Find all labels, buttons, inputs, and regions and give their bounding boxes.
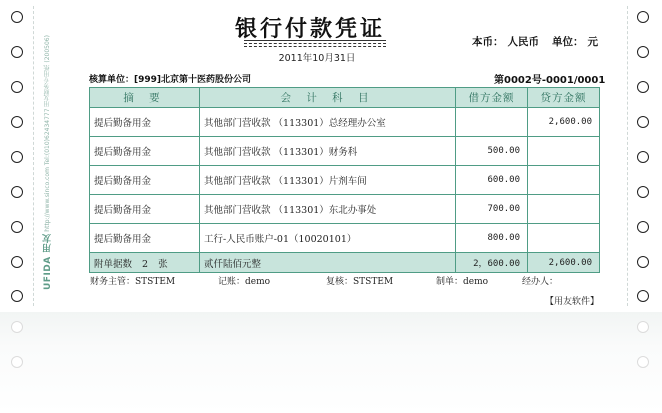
- punch-hole: [11, 11, 23, 23]
- row-account: 其他部门营收款 （113301）片剂车间: [200, 166, 456, 195]
- header-summary: 摘 要: [90, 88, 200, 108]
- left-tractor-holes: [0, 0, 34, 312]
- punch-hole: [11, 221, 23, 233]
- row-debit: 600.00: [456, 166, 528, 195]
- accounting-unit: [89, 72, 251, 85]
- table-row: [90, 166, 600, 195]
- reflected-hole: [637, 356, 649, 368]
- unit: [552, 34, 602, 49]
- attachments-count: 2: [142, 258, 149, 270]
- row-summary: 提后勤备用金: [90, 108, 200, 137]
- total-debit: 2，600.00: [456, 253, 528, 273]
- voucher-date: 2011年10月31日: [278, 53, 356, 64]
- row-account: 其他部门营收款 （113301）财务科: [200, 137, 456, 166]
- sig-bookkeeper: 记账：demo: [218, 277, 271, 287]
- table-row: [90, 195, 600, 224]
- row-summary: 提后勤备用金: [90, 137, 200, 166]
- currency-value: 人民币: [507, 36, 539, 48]
- footer-brand: 【用友软件】: [545, 297, 600, 307]
- punch-hole: [637, 46, 649, 58]
- attachments-label: 附单据数: [94, 258, 133, 270]
- row-credit: [528, 137, 600, 166]
- header-account: 会 计 科 目: [200, 88, 456, 108]
- perforation-line: [627, 6, 628, 306]
- row-debit: 700.00: [456, 195, 528, 224]
- currency: [472, 34, 543, 49]
- row-credit: 2,600.00: [528, 108, 600, 137]
- row-account: 工行-人民币账户-01（10020101）: [200, 224, 456, 253]
- punch-hole: [637, 256, 649, 268]
- sig-supervisor: 财务主管：STSTEM: [90, 277, 176, 287]
- punch-hole: [637, 81, 649, 93]
- vendor-info: http://www.sinco.com Tel:(010)62434777 用友财务专用纸 (200506): [44, 35, 51, 232]
- org-label: 核算单位：: [89, 75, 135, 85]
- table-row: [90, 108, 600, 137]
- title-underline: [244, 43, 386, 44]
- amount-in-words: 贰仟陆佰元整: [200, 253, 456, 273]
- row-summary: 提后勤备用金: [90, 166, 200, 195]
- punch-hole: [11, 46, 23, 58]
- table-row: [90, 137, 600, 166]
- sig-preparer: 制单：demo: [436, 277, 489, 287]
- row-debit: [456, 108, 528, 137]
- row-credit: [528, 195, 600, 224]
- paper-vendor-imprint: [41, 35, 53, 290]
- punch-hole: [637, 290, 649, 302]
- right-tractor-holes: [628, 0, 662, 312]
- sig-reviewer: 复核：STSTEM: [326, 277, 394, 287]
- reflected-hole: [637, 321, 649, 333]
- attachments-cell: [90, 253, 200, 273]
- punch-hole: [11, 116, 23, 128]
- total-credit: 2,600.00: [528, 253, 600, 273]
- unit-value: 元: [587, 36, 598, 48]
- row-account: 其他部门营收款 （113301）总经理办公室: [200, 108, 456, 137]
- entries-table: [89, 87, 600, 273]
- punch-hole: [637, 151, 649, 163]
- title-underline: [244, 40, 386, 41]
- header-credit: 贷方金额: [528, 88, 600, 108]
- org-value: [999]北京第十医药股份公司: [134, 75, 252, 85]
- table-row: [90, 224, 600, 253]
- row-credit: [528, 166, 600, 195]
- title-underline: [244, 46, 386, 47]
- row-summary: 提后勤备用金: [90, 195, 200, 224]
- row-summary: 提后勤备用金: [90, 224, 200, 253]
- header-debit: 借方金额: [456, 88, 528, 108]
- row-account: 其他部门营收款 （113301）东北办事处: [200, 195, 456, 224]
- punch-hole: [637, 221, 649, 233]
- row-debit: 500.00: [456, 137, 528, 166]
- table-header-row: [90, 88, 600, 108]
- punch-hole: [637, 186, 649, 198]
- punch-hole: [11, 290, 23, 302]
- punch-hole: [11, 256, 23, 268]
- punch-hole: [11, 151, 23, 163]
- row-debit: 800.00: [456, 224, 528, 253]
- reflected-hole: [11, 356, 23, 368]
- punch-hole: [11, 81, 23, 93]
- perforation-line: [33, 6, 34, 306]
- punch-hole: [11, 186, 23, 198]
- voucher-title: 银行付款凭证: [234, 17, 385, 42]
- row-credit: [528, 224, 600, 253]
- voucher-number: 第0002号-0001/0001: [494, 75, 606, 86]
- paper-reflection: [0, 312, 662, 413]
- punch-hole: [637, 116, 649, 128]
- unit-label: 单位：: [552, 36, 584, 48]
- currency-label: 本币：: [472, 36, 504, 48]
- reflected-hole: [11, 321, 23, 333]
- punch-hole: [637, 11, 649, 23]
- total-row: [90, 253, 600, 273]
- sig-handler: 经办人：: [522, 277, 559, 287]
- attachments-unit: 张: [158, 258, 168, 270]
- vendor-brand: UFIDA 用友: [43, 233, 53, 290]
